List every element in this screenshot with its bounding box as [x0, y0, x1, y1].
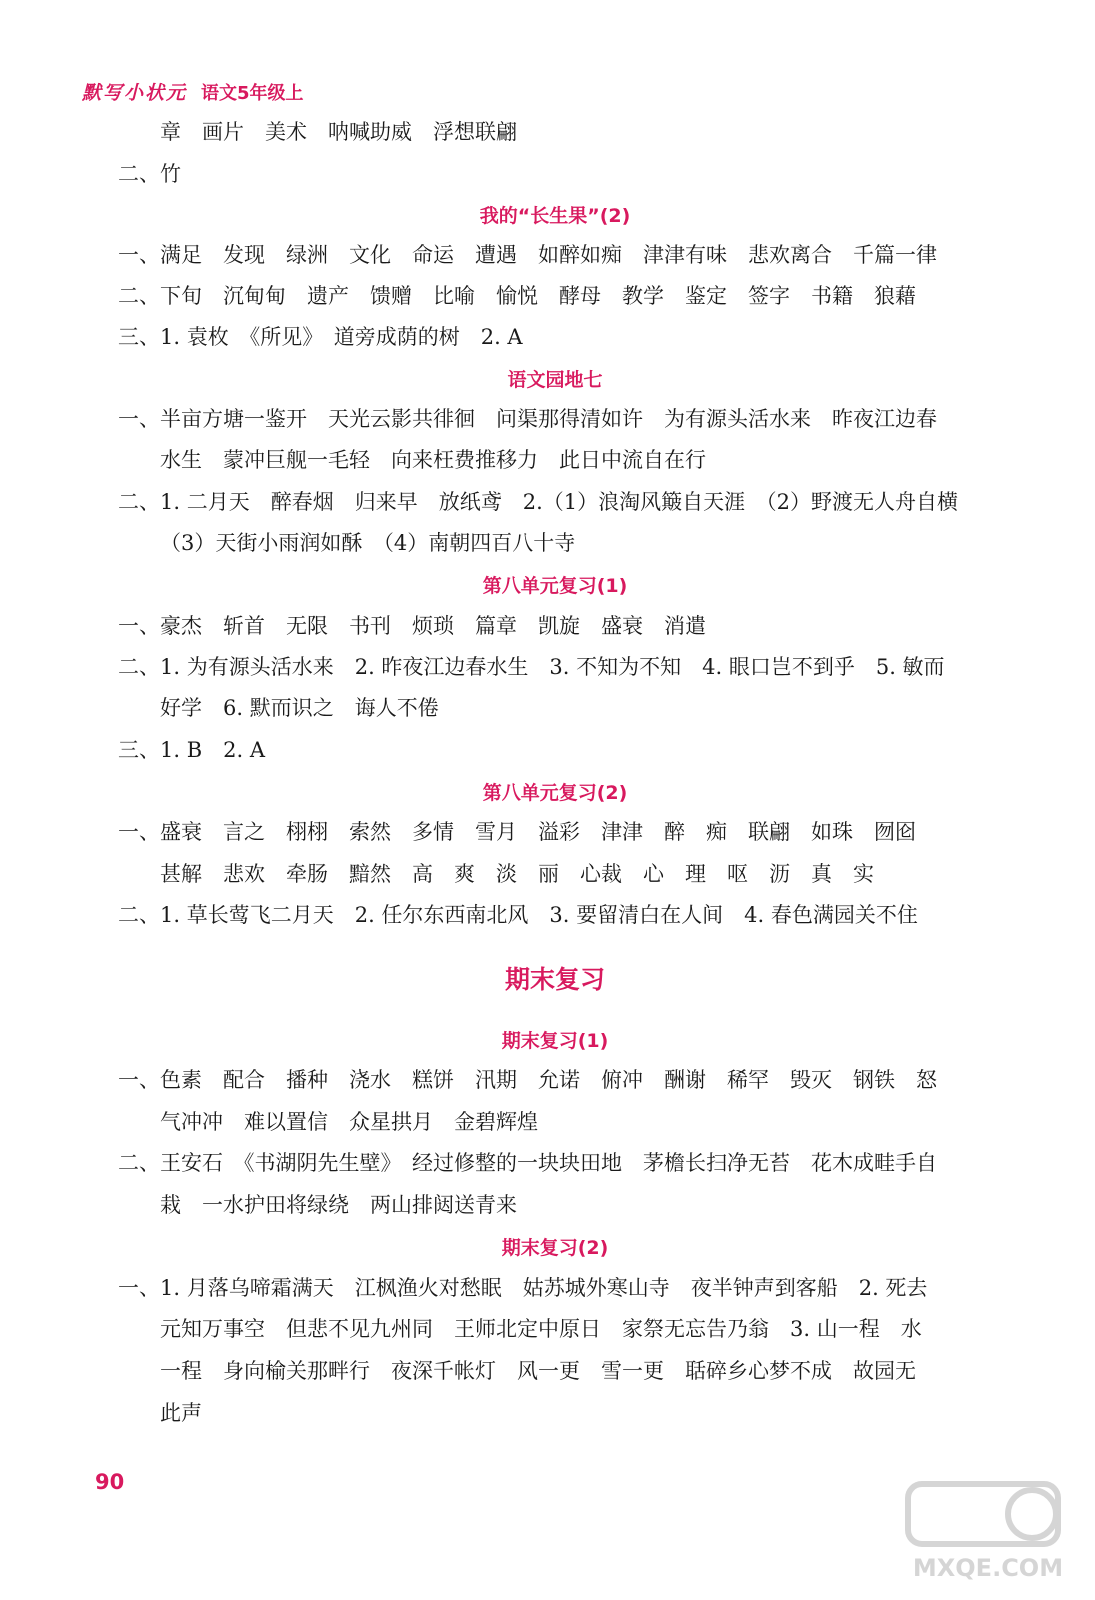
page-number: 90 [95, 1470, 125, 1494]
answer-line: 三、1. 袁枚 《所见》 道旁成荫的树 2. A [118, 325, 523, 349]
answer-line: 气冲冲 难以置信 众星拱月 金碧辉煌 [160, 1110, 538, 1134]
answer-line: 一、半亩方塘一鉴开 天光云影共徘徊 问渠那得清如许 为有源头活水来 昨夜江边春 [118, 407, 937, 431]
answer-line: 元知万事空 但悲不见九州同 王师北定中原日 家祭无忘告乃翁 3. 山一程 水 [160, 1317, 922, 1341]
answer-line: 二、竹 [118, 162, 181, 186]
answer-line: 三、1. B 2. A [118, 738, 266, 762]
watermark-text: MXQE.COM [912, 1554, 1064, 1582]
section-title: 语文园地七 [507, 369, 603, 391]
answer-line: 一程 身向榆关那畔行 夜深千帐灯 风一更 雪一更 聒碎乡心梦不成 故园无 [160, 1359, 916, 1383]
answer-line: 好学 6. 默而识之 诲人不倦 [160, 696, 439, 720]
answer-line: 一、1. 月落乌啼霜满天 江枫渔火对愁眠 姑苏城外寒山寺 夜半钟声到客船 2. 死去 [118, 1276, 928, 1300]
answer-line: 二、1. 为有源头活水来 2. 昨夜江边春水生 3. 不知为不知 4. 眼口岂不到乎 5. 敏而 [118, 655, 945, 679]
answer-line: 一、豪杰 斩首 无限 书刊 烦琐 篇章 凯旋 盛衰 消遣 [118, 614, 706, 638]
answer-line: 二、1. 草长莺飞二月天 2. 任尔东西南北风 3. 要留清白在人间 4. 春色满园关不住 [118, 903, 918, 927]
book-grade: 语文5年级上 [201, 83, 304, 104]
section-title: 期末复习(1) [501, 1030, 609, 1052]
answer-line: 一、盛衰 言之 栩栩 索然 多情 雪月 溢彩 津津 醉 痴 联翩 如珠 囫囵 [118, 820, 916, 844]
section-title: 期末复习(2) [501, 1237, 609, 1259]
section-title: 我的“长生果”(2) [479, 205, 631, 227]
answer-line: 水生 蒙冲巨舰一毛轻 向来枉费推移力 此日中流自在行 [160, 448, 706, 472]
answer-line: 栽 一水护田将绿绕 两山排闼送青来 [160, 1193, 517, 1217]
answer-line: 二、1. 二月天 醉春烟 归来早 放纸鸢 2.（1）浪淘风簸自天涯 （2）野渡无人舟自横 [118, 490, 958, 514]
answer-line: 二、下旬 沉甸甸 遗产 馈赠 比喻 愉悦 酵母 教学 鉴定 签字 书籍 狼藉 [118, 284, 916, 308]
book-brand: 默写小状元 [82, 82, 188, 104]
answer-line: 甚解 悲欢 牵肠 黯然 高 爽 淡 丽 心裁 心 理 呕 沥 真 实 [160, 862, 874, 886]
answer-line: 二、王安石 《书湖阴先生壁》 经过修整的一块块田地 茅檐长扫净无苔 花木成畦手自 [118, 1151, 937, 1175]
answer-line: （3）天街小雨润如酥 （4）南朝四百八十寺 [160, 531, 576, 555]
answer-line: 章 画片 美术 呐喊助威 浮想联翩 [160, 120, 517, 144]
chapter-title: 期末复习 [504, 965, 605, 994]
section-title: 第八单元复习(1) [482, 575, 628, 597]
answer-line: 一、满足 发现 绿洲 文化 命运 遭遇 如醉如痴 津津有味 悲欢离合 千篇一律 [118, 243, 937, 267]
watermark-logo [900, 1478, 1080, 1588]
answer-line: 一、色素 配合 播种 浇水 糕饼 汛期 允诺 俯冲 酬谢 稀罕 毁灭 钢铁 怒 [118, 1068, 937, 1092]
page-header [82, 78, 304, 105]
answer-line: 此声 [160, 1401, 202, 1425]
section-title: 第八单元复习(2) [482, 782, 628, 804]
